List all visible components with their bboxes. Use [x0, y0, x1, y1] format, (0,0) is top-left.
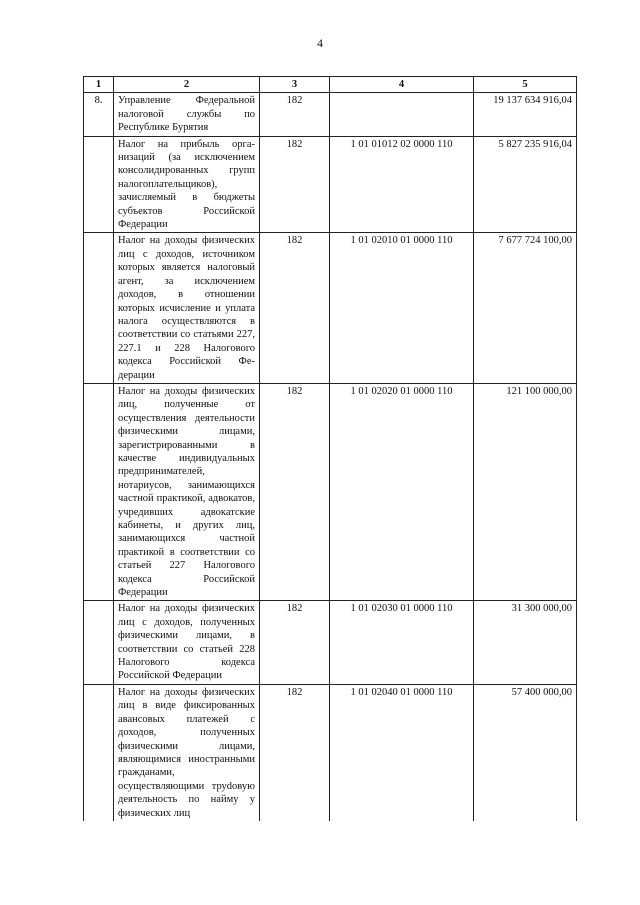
- administrator-code: 182: [260, 93, 330, 136]
- column-header-4: 4: [330, 77, 474, 93]
- page-number: 4: [317, 36, 323, 50]
- administrator-code: 182: [260, 684, 330, 821]
- row-number: [84, 233, 114, 383]
- table-row: [84, 383, 577, 601]
- revenue-name: Налог на прибыль организаций (за исключением консолидированных групп налогоплательщиков), зачисляемый в бюджеты субъектов Российской Федерации: [114, 136, 260, 233]
- row-number: [84, 684, 114, 821]
- budget-classification-code: 1 01 02010 01 0000 110: [330, 233, 474, 383]
- revenue-name: Налог на доходы физических лиц в виде фиксированных авансовых платежей с доходов, полученных физическими лицами, являющимися иностранными гражданами, осуществляющими труdовую деятельность по найму у физических лиц: [114, 684, 260, 821]
- amount: 57 400 000,00: [474, 684, 577, 821]
- administrator-code: 182: [260, 136, 330, 233]
- column-header-1: 1: [84, 77, 114, 93]
- budget-classification-code: 1 01 02040 01 0000 110: [330, 684, 474, 821]
- amount: 7 677 724 100,00: [474, 233, 577, 383]
- administrator-code: 182: [260, 601, 330, 684]
- administrator-code: 182: [260, 383, 330, 601]
- amount: 5 827 235 916,04: [474, 136, 577, 233]
- table-header-row: [84, 77, 577, 93]
- table-row: [84, 93, 577, 136]
- column-header-5: 5: [474, 77, 577, 93]
- administrator-code: 182: [260, 233, 330, 383]
- row-number: [84, 601, 114, 684]
- revenue-name: Налог на доходы физических лиц, полученные от осуществления деятельности физическими лицами, зарегистрированными в качестве индивидуальных предпринимателей, нотариусов, занимающихся частной практикой, адвокатов, учредивших адвокатские кабинеты, и других лиц, занимающихся частной практикой в соответствии со статьей 227 Налогового кодекса Российской Федерации: [114, 383, 260, 601]
- column-header-3: 3: [260, 77, 330, 93]
- row-number: [84, 383, 114, 601]
- budget-classification-code: 1 01 02030 01 0000 110: [330, 601, 474, 684]
- column-header-2: 2: [114, 77, 260, 93]
- budget-classification-code: 1 01 01012 02 0000 110: [330, 136, 474, 233]
- table-row: [84, 684, 577, 821]
- budget-revenue-table: [83, 76, 577, 821]
- row-number: [84, 136, 114, 233]
- table-row: [84, 233, 577, 383]
- amount: 121 100 000,00: [474, 383, 577, 601]
- budget-classification-code: [330, 93, 474, 136]
- row-number: 8.: [84, 93, 114, 136]
- amount: 31 300 000,00: [474, 601, 577, 684]
- revenue-name: Налог на доходы физических лиц с доходов, полученных физическими лицами, в соответствии со статьей 228 Налогового кодекса Российской Федерации: [114, 601, 260, 684]
- table-row: [84, 601, 577, 684]
- revenue-name: Управление Федеральной налоговой службы по Республике Бурятия: [114, 93, 260, 136]
- budget-classification-code: 1 01 02020 01 0000 110: [330, 383, 474, 601]
- revenue-name: Налог на доходы физических лиц с доходов, источником которых является налоговый агент, за исключением доходов, в отношении которых исчисление и уплата налога осуществляются в соответствии со статьями 227, 227.1 и 228 Налогового кодекса Российской Федерации: [114, 233, 260, 383]
- table-row: [84, 136, 577, 233]
- amount: 19 137 634 916,04: [474, 93, 577, 136]
